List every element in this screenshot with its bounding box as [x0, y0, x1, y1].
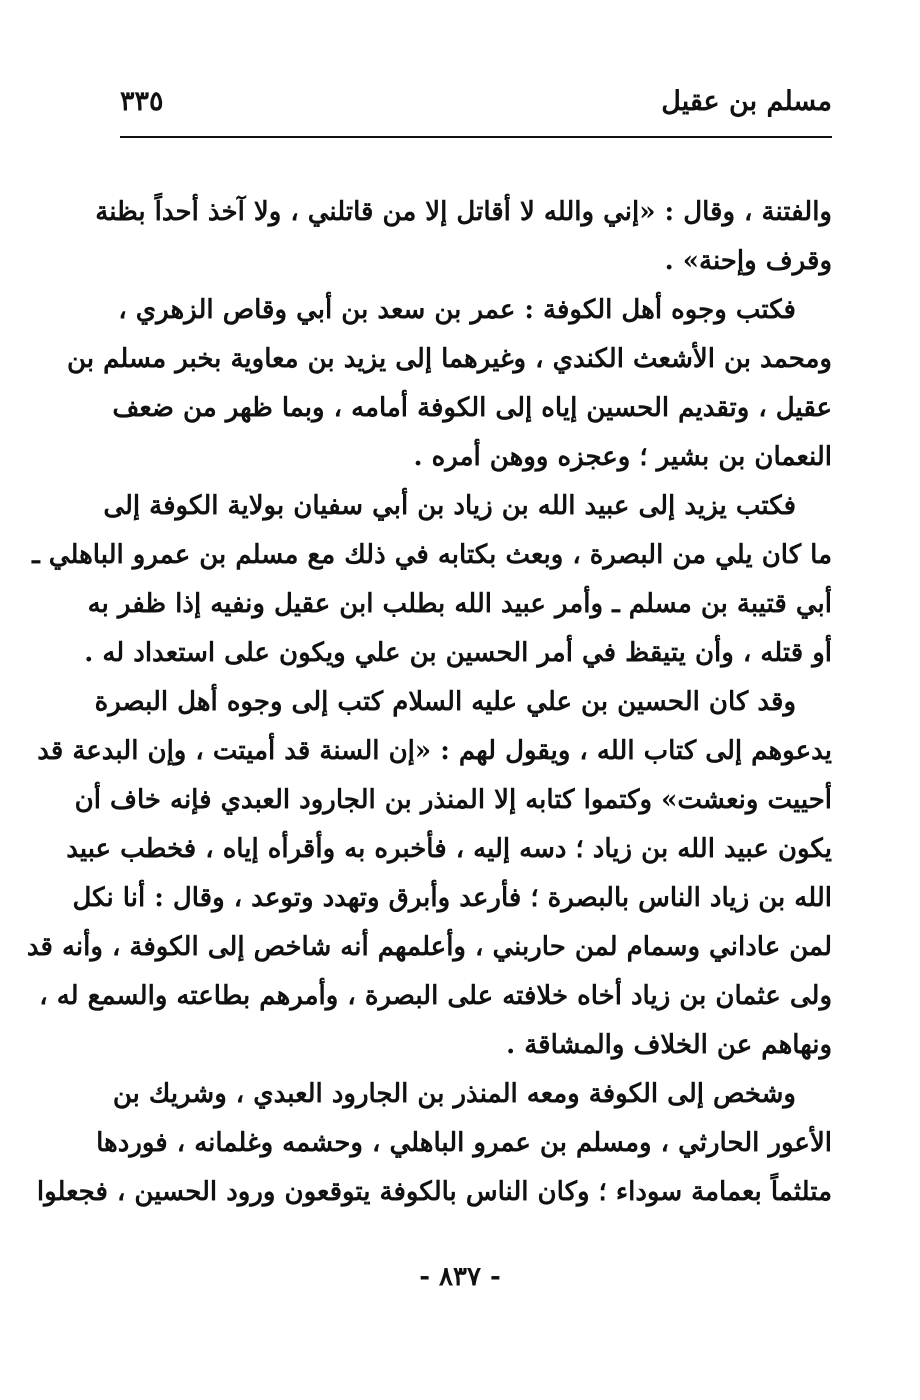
header-rule [120, 136, 832, 138]
text-line: أو قتله ، وأن يتيقظ في أمر الحسين بن علي ويكون على استعداد له . [84, 638, 832, 668]
text-line: يدعوهم إلى كتاب الله ، ويقول لهم : «إن السنة قد أميتت ، وإن البدعة قد [37, 736, 832, 766]
text-line: يكون عبيد الله بن زياد ؛ دسه إليه ، فأخبره به وأقرأه إياه ، فخطب عبيد [66, 834, 832, 864]
text-line: الله بن زياد الناس بالبصرة ؛ فأرعد وأبرق وتهدد وتوعد ، وقال : أنا نكل [72, 883, 832, 913]
text-line: النعمان بن بشير ؛ وعجزه ووهن أمره . [413, 442, 832, 472]
text-line: وقد كان الحسين بن علي عليه السلام كتب إلى وجوه أهل البصرة [94, 687, 796, 717]
header-page-number: ٣٣٥ [120, 86, 164, 117]
text-line: متلثماً بعمامة سوداء ؛ وكان الناس بالكوفة يتوقعون ورود الحسين ، فجعلوا [36, 1177, 832, 1207]
text-line: وشخص إلى الكوفة ومعه المنذر بن الجارود العبدي ، وشريك بن [112, 1079, 796, 1109]
page-header [120, 86, 832, 130]
text-line: عقيل ، وتقديم الحسين إياه إلى الكوفة أمامه ، وبما ظهر من ضعف [112, 393, 832, 423]
body-text [26, 188, 832, 1217]
text-line: ولى عثمان بن زياد أخاه خلافته على البصرة ، وأمرهم بطاعته والسمع له ، [39, 981, 832, 1011]
text-line: فكتب يزيد إلى عبيد الله بن زياد بن أبي سفيان بولاية الكوفة إلى [103, 491, 796, 521]
text-line: فكتب وجوه أهل الكوفة : عمر بن سعد بن أبي وقاص الزهري ، [118, 295, 796, 325]
text-line: ومحمد بن الأشعث الكندي ، وغيرهما إلى يزيد بن معاوية بخبر مسلم بن [67, 344, 832, 374]
text-line: أبي قتيبة بن مسلم ـ وأمر عبيد الله بطلب ابن عقيل ونفيه إذا ظفر به [87, 589, 832, 619]
text-line: ونهاهم عن الخلاف والمشاقة . [506, 1030, 832, 1060]
text-line: لمن عاداني وسمام لمن حاربني ، وأعلمهم أنه شاخص إلى الكوفة ، وأنه قد [26, 932, 832, 962]
text-line: والفتنة ، وقال : «إني والله لا أقاتل إلا من قاتلني ، ولا آخذ أحداً بظنة [95, 197, 832, 227]
running-title: مسلم بن عقيل [661, 86, 832, 117]
text-line: ما كان يلي من البصرة ، وبعث بكتابه في ذلك مع مسلم بن عمرو الباهلي ـ [32, 540, 832, 570]
footer-page-number: - ٨٣٧ - [419, 1262, 501, 1292]
text-line: الأعور الحارثي ، ومسلم بن عمرو الباهلي ، وحشمه وغلمانه ، فوردها [96, 1128, 832, 1158]
text-line: أحييت ونعشت» وكتموا كتابه إلا المنذر بن الجارود العبدي فإنه خاف أن [74, 785, 832, 815]
text-line: وقرف وإحنة» . [664, 246, 832, 276]
